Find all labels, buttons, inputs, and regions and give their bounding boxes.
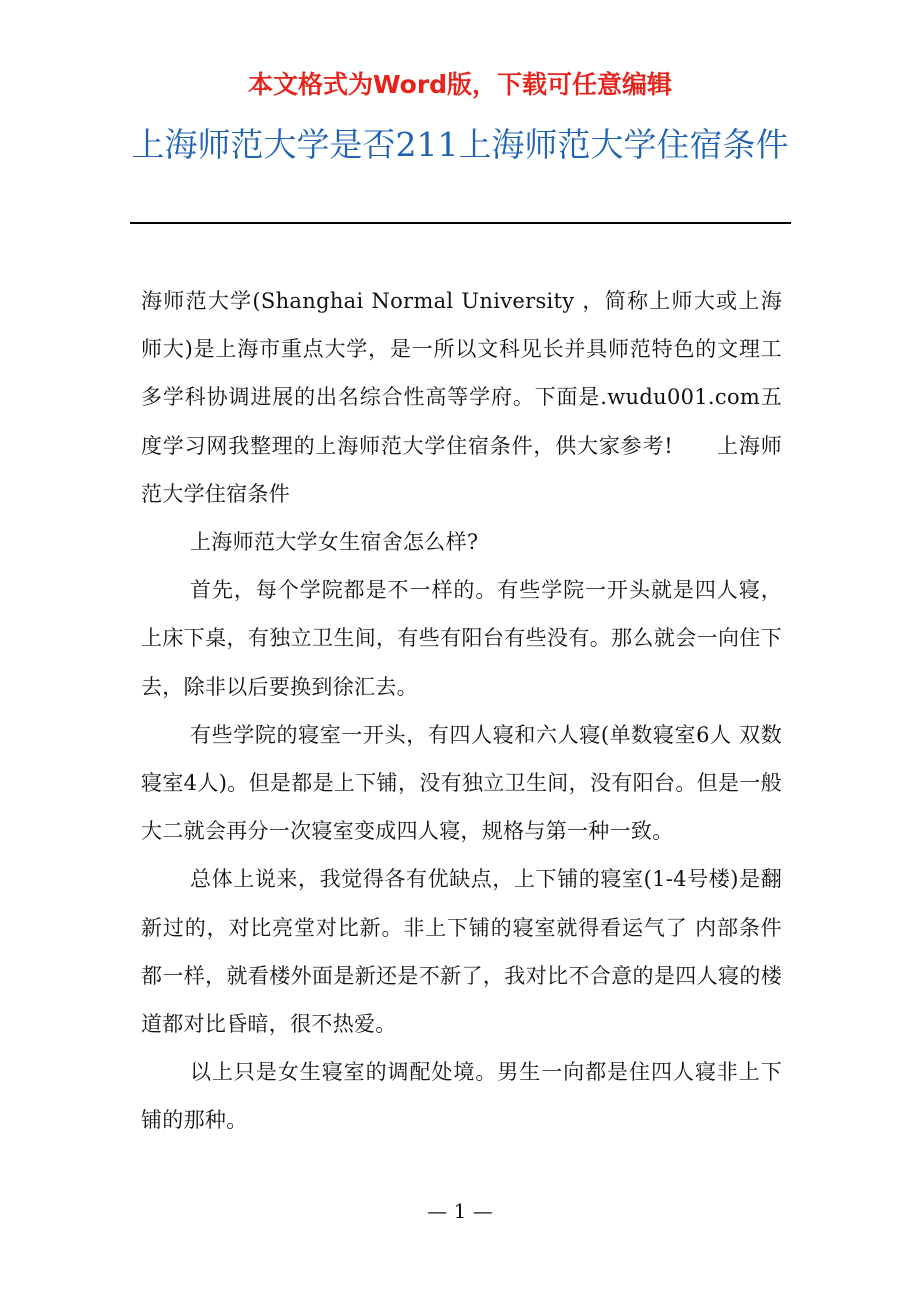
paragraph-first-type: 首先，每个学院都是不一样的。有些学院一开头就是四人寝，上床下桌，有独立卫生间，有些有阳台有些没有。那么就会一向住下去，除非以后要换到徐汇去。 [141,578,782,699]
paragraph-second-type: 有些学院的寝室一开头，有四人寝和六人寝(单数寝室6人 双数寝室4人)。但是都是上下铺，没有独立卫生间，没有阳台。但是一般大二就会再分一次寝室变成四人寝，规格与第一种一致。 [141,722,782,844]
paragraph-male-dorms: 以上只是女生寝室的调配处境。男生一向都是住四人寝非上下铺的那种。 [141,1060,782,1133]
title-divider [130,222,791,224]
paragraph-summary: 总体上说来，我觉得各有优缺点，上下铺的寝室(1-4号楼)是翻新过的，对比亮堂对比新。非上下铺的寝室就得看运气了 内部条件都一样，就看楼外面是新还是不新了，我对比不合意的是四人寝的楼道都对比昏暗，很不热爱。 [141,867,782,1037]
paragraph-intro: 海师范大学(Shanghai Normal University ，简称上师大或上海师大)是上海市重点大学，是一所以文科见长并具师范特色的文理工多学科协调进展的出名综合性高等学府。下面是.wudu001.com五度学习网我整理的上海师范大学住宿条件，供大家参考! 上海师范大学住宿条件 [141,289,782,506]
document-title: 上海师范大学是否211上海师范大学住宿条件 [131,125,789,164]
page-number: — 1 — [427,1199,493,1223]
word-format-banner: 本文格式为Word版，下载可任意编辑 [247,70,673,99]
article-body [141,277,782,1145]
paragraph-question: 上海师范大学女生宿舍怎么样? [190,530,479,555]
